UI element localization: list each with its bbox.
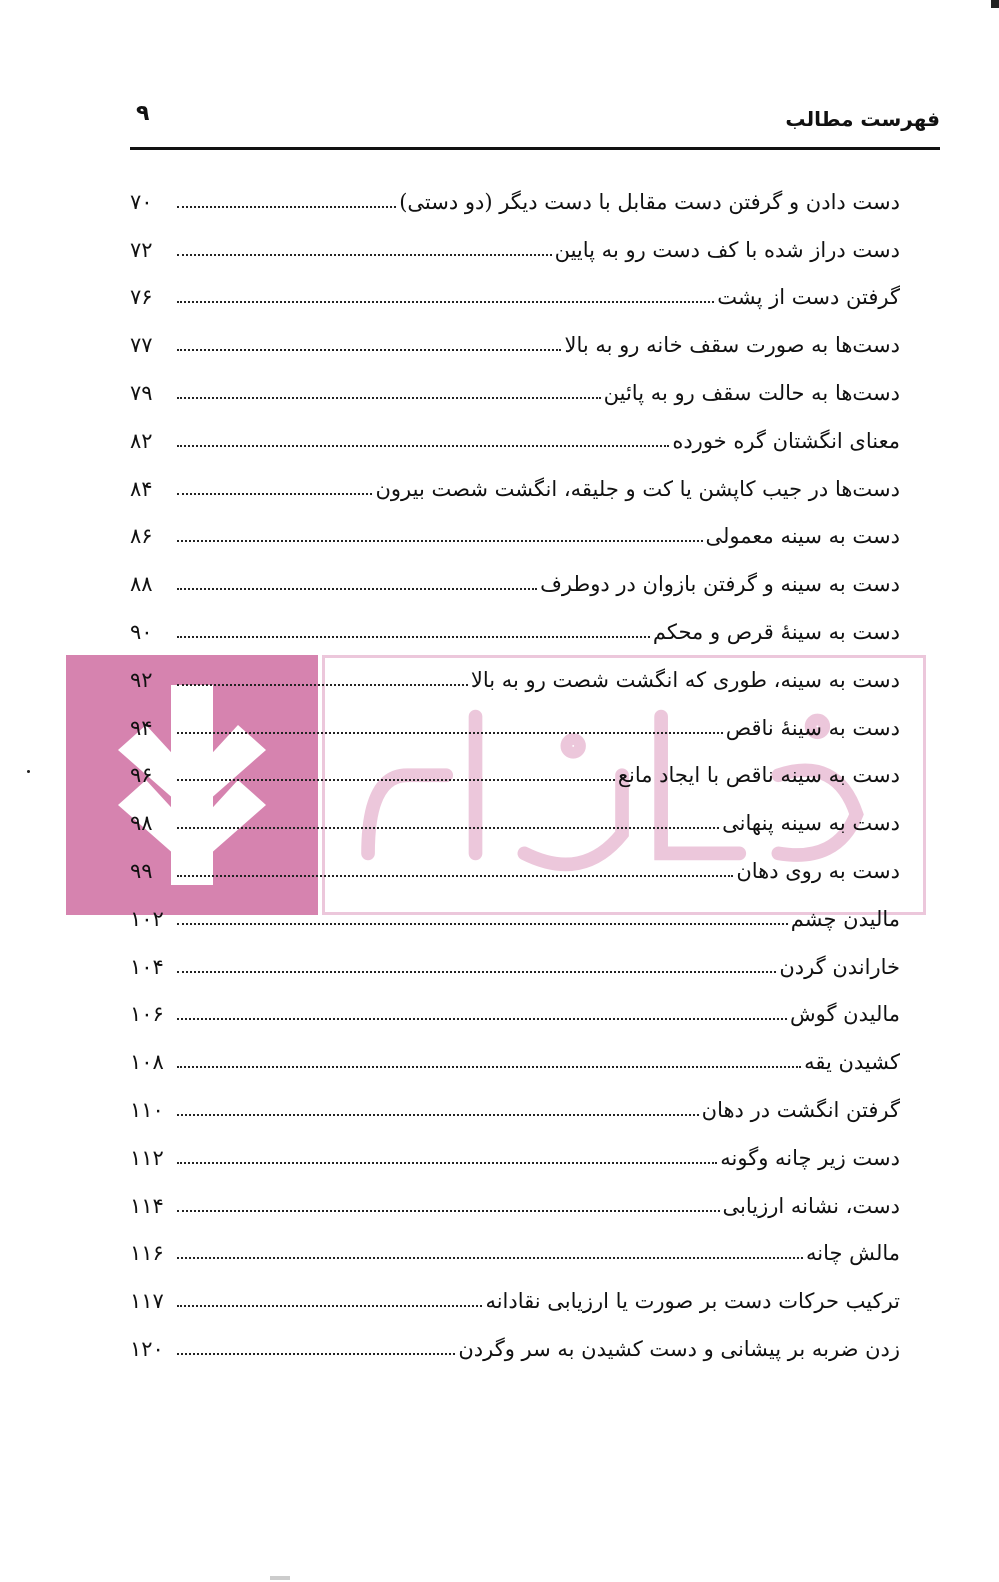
toc-entry: [130, 704, 900, 752]
toc-entry: [130, 226, 900, 274]
toc-dot-leader: [177, 493, 372, 495]
page-header: [130, 95, 940, 150]
toc-dot-leader: [177, 1066, 801, 1068]
toc-entry: [130, 1038, 900, 1086]
toc-entry-title: مالیدن گوش: [790, 1002, 900, 1027]
toc-entry-title: دست‌ها به صورت سقف خانه رو به بالا: [564, 333, 900, 358]
toc-entry-page: ۷۷: [130, 333, 153, 358]
toc-entry-title: کشیدن یقه: [804, 1050, 900, 1075]
toc-dot-leader: [177, 827, 719, 829]
toc-dot-leader: [177, 254, 552, 256]
toc-entry: [130, 1182, 900, 1230]
toc-entry-title: ترکیب حرکات دست بر صورت یا ارزیابی نقادانه: [485, 1289, 900, 1314]
toc-entry-title: دست‌ها در جیب کاپشن یا کت و جلیقه، انگشت شصت بیرون: [375, 476, 900, 501]
toc-entry: [130, 321, 900, 369]
toc-dot-leader: [177, 445, 669, 447]
toc-dot-leader: [177, 1353, 455, 1355]
toc-entry: [130, 1134, 900, 1182]
toc-dot-leader: [177, 397, 601, 399]
header-title: فهرست مطالب: [785, 107, 940, 131]
toc-entry-title: مالش چانه: [806, 1241, 900, 1266]
scan-edge-mark: [991, 0, 999, 8]
toc-entry: [130, 1086, 900, 1134]
toc-entry-title: دست به سینه ناقص با ایجاد مانع: [617, 763, 900, 788]
toc-entry-page: ۱۰۶: [130, 1002, 164, 1027]
toc-entry-title: دست به سینه، طوری که انگشت شصت رو به بالا: [470, 667, 900, 692]
toc-entry-title: دست به روی دهان: [736, 859, 900, 884]
toc-entry-page: ۱۱۲: [130, 1145, 164, 1170]
toc-entry: [130, 799, 900, 847]
toc-entry: [130, 465, 900, 513]
toc-entry: [130, 895, 900, 943]
toc-entry-page: ۹۴: [130, 715, 153, 740]
header-page-number: ۹: [136, 101, 150, 126]
toc-entry-page: ۱۱۶: [130, 1241, 164, 1266]
toc-entry-page: ۸۸: [130, 572, 153, 597]
toc-entry: [130, 1230, 900, 1278]
toc-entry-page: ۱۰۲: [130, 906, 164, 931]
toc-entry-title: دست به سینه و گرفتن بازوان در دوطرف: [540, 572, 900, 597]
toc-dot-leader: [177, 349, 561, 351]
toc-dot-leader: [177, 1257, 803, 1259]
toc-entry-page: ۱۲۰: [130, 1337, 164, 1362]
toc-entry-title: دست‌ها به حالت سقف رو به پائین: [603, 381, 900, 406]
toc-entry: [130, 943, 900, 991]
toc-entry-title: دست دادن و گرفتن دست مقابل با دست دیگر (دو دستی): [399, 189, 900, 214]
toc-entry-title: خاراندن گردن: [779, 954, 900, 979]
toc-entry: [130, 417, 900, 465]
toc-dot-leader: [177, 301, 714, 303]
toc-entry-title: دست به سینهٔ ناقص: [725, 715, 900, 740]
toc-entry: [130, 656, 900, 704]
toc-entry: [130, 513, 900, 561]
toc-entry-page: ۸۲: [130, 428, 153, 453]
toc-entry-title: مالیدن چشم: [790, 906, 900, 931]
toc-dot-leader: [177, 971, 776, 973]
toc-entry-page: ۷۶: [130, 285, 153, 310]
toc-dot-leader: [177, 923, 788, 925]
toc-dot-leader: [177, 1018, 787, 1020]
toc-entry-title: دست به سینه معمولی: [705, 524, 900, 549]
table-of-contents: [130, 178, 900, 1373]
toc-dot-leader: [177, 206, 396, 208]
scan-speck: [27, 770, 30, 773]
toc-entry-page: ۹۲: [130, 667, 153, 692]
toc-entry-title: زدن ضربه بر پیشانی و دست کشیدن به سر وگردن: [458, 1337, 900, 1362]
toc-entry-title: گرفتن انگشت در دهان: [701, 1098, 900, 1123]
toc-dot-leader: [177, 588, 537, 590]
toc-entry-page: ۹۸: [130, 811, 153, 836]
toc-entry: [130, 274, 900, 322]
toc-entry-title: معنای انگشتان گره خورده: [672, 428, 900, 453]
toc-entry-title: دست به سینهٔ قرص و محکم: [652, 620, 900, 645]
toc-entry: [130, 560, 900, 608]
toc-entry: [130, 369, 900, 417]
toc-entry-page: ۱۱۷: [130, 1289, 164, 1314]
toc-entry-title: دست زیر چانه وگونه: [720, 1145, 900, 1170]
toc-entry-title: دست به سینه پنهانی: [722, 811, 900, 836]
toc-dot-leader: [177, 732, 723, 734]
toc-entry-page: ۷۲: [130, 237, 153, 262]
toc-entry: [130, 608, 900, 656]
toc-entry-page: ۸۶: [130, 524, 153, 549]
toc-entry-page: ۱۰۸: [130, 1050, 164, 1075]
scan-bottom-mark: [270, 1576, 290, 1580]
toc-entry: [130, 752, 900, 800]
toc-entry-page: ۱۱۴: [130, 1193, 164, 1218]
toc-entry: [130, 178, 900, 226]
toc-entry-page: ۷۰: [130, 189, 153, 214]
toc-entry-page: ۱۱۰: [130, 1098, 164, 1123]
toc-dot-leader: [177, 1114, 699, 1116]
toc-entry-title: گرفتن دست از پشت: [717, 285, 900, 310]
toc-entry-title: دست دراز شده با کف دست رو به پایین: [554, 237, 900, 262]
toc-entry: [130, 991, 900, 1039]
toc-entry-page: ۹۶: [130, 763, 153, 788]
toc-dot-leader: [177, 779, 615, 781]
toc-dot-leader: [177, 684, 468, 686]
toc-dot-leader: [177, 636, 650, 638]
toc-entry: [130, 1325, 900, 1373]
toc-entry: [130, 1277, 900, 1325]
toc-entry-page: ۸۴: [130, 476, 153, 501]
toc-entry-page: ۹۹: [130, 859, 153, 884]
toc-dot-leader: [177, 540, 703, 542]
toc-entry-title: دست، نشانه ارزیابی: [722, 1193, 900, 1218]
toc-dot-leader: [177, 1305, 482, 1307]
toc-entry-page: ۷۹: [130, 381, 153, 406]
toc-dot-leader: [177, 875, 733, 877]
toc-entry-page: ۹۰: [130, 620, 153, 645]
toc-entry: [130, 847, 900, 895]
toc-entry-page: ۱۰۴: [130, 954, 164, 979]
toc-dot-leader: [177, 1210, 720, 1212]
toc-dot-leader: [177, 1162, 717, 1164]
